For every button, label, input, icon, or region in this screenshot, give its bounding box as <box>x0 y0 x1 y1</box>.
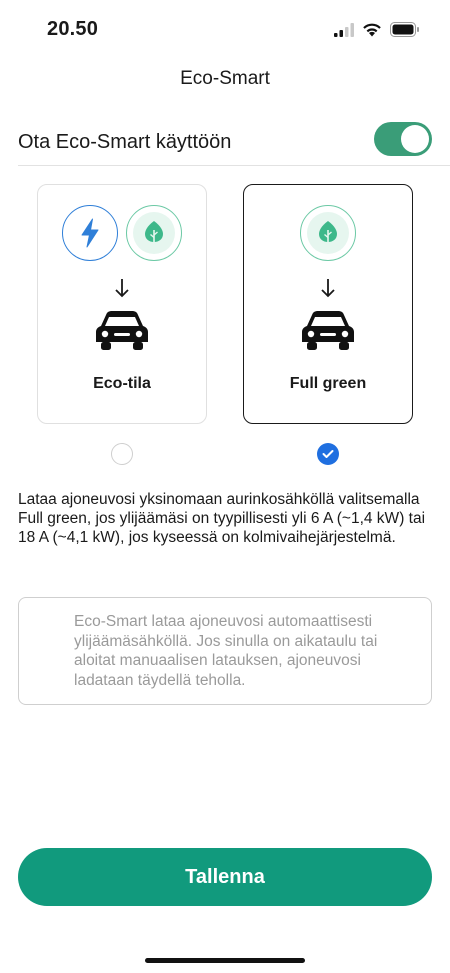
home-indicator <box>145 958 305 963</box>
mode-icons <box>244 205 412 261</box>
save-button[interactable]: Tallenna <box>18 848 432 906</box>
status-bar <box>0 0 450 60</box>
info-box <box>18 597 432 705</box>
radio-eco-tila[interactable] <box>111 443 133 465</box>
info-text: Eco-Smart lataa ajoneuvosi automaattisesti ylijäämäsähköllä. Jos sinulla on aikataulu tai aloitat manuaalisen latauksen, ajoneuvosi ladataan täydellä teholla. <box>74 613 378 689</box>
checkmark-icon <box>322 449 334 459</box>
toggle-knob <box>401 125 429 153</box>
eco-smart-toggle-row <box>18 118 450 166</box>
mode-label: Eco-tila <box>93 375 151 392</box>
mode-label: Full green <box>289 375 367 392</box>
arrow-down-icon <box>244 278 412 298</box>
mode-card-eco[interactable] <box>37 184 207 424</box>
mode-card-full-green[interactable] <box>243 184 413 424</box>
status-icons <box>334 22 420 37</box>
battery-icon <box>390 22 420 37</box>
leaf-icon <box>300 205 356 261</box>
wifi-icon <box>362 22 382 37</box>
mode-description: Lataa ajoneuvosi yksinomaan aurinkosähköllä valitsemalla Full green, jos ylijäämäsi on tyypillisesti yli 6 A (~1,4 kW) tai 18 A (~4,1 kW), jos kyseessä on kolmivaihejärjestelmä. <box>18 491 426 546</box>
mode-icons <box>38 205 206 261</box>
eco-smart-toggle[interactable] <box>374 122 432 156</box>
status-time: 20.50 <box>47 18 99 40</box>
car-icon <box>38 309 206 351</box>
arrow-down-icon <box>38 278 206 298</box>
page-title: Eco-Smart <box>180 68 270 89</box>
eco-smart-toggle-label: Ota Eco-Smart käyttöön <box>18 131 232 153</box>
radio-full-green[interactable] <box>317 443 339 465</box>
leaf-icon <box>126 205 182 261</box>
car-icon <box>244 309 412 351</box>
cellular-signal-icon <box>334 23 354 37</box>
lightning-icon <box>62 205 118 261</box>
